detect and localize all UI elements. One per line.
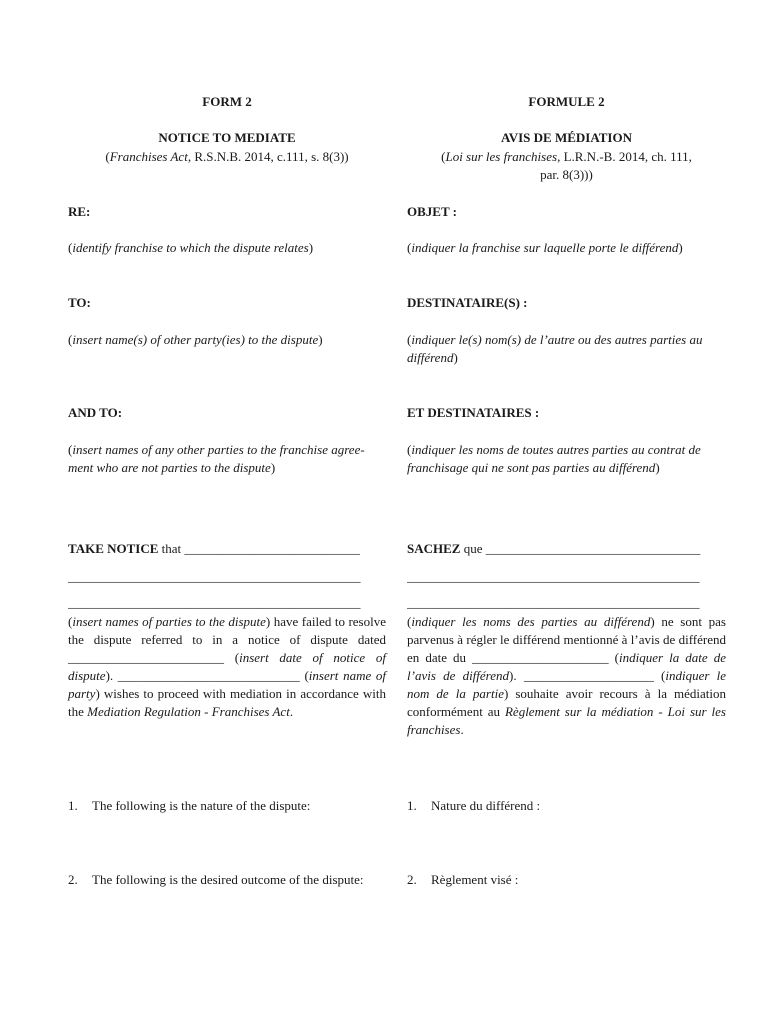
- item-1-text-fr: Nature du différend :: [431, 798, 541, 813]
- re-label-fr: OBJET :: [407, 204, 457, 219]
- regulation-fr: Règlement sur la médiation - Loi sur les franchises: [407, 704, 726, 737]
- para-text-3-en: ) wishes to proceed with mediation in accordance with the: [68, 686, 386, 719]
- and-to-label-en: AND TO:: [68, 405, 123, 420]
- item-2-text-fr: Règlement visé :: [431, 872, 519, 887]
- item-2-text-en: The following is the desired outcome of the dispute:: [92, 872, 364, 887]
- to-hint-en: (insert name(s) of other party(ies) to the dispute): [68, 332, 323, 347]
- to-hint-text-en: insert name(s) of other party(ies) to the dispute: [72, 332, 319, 347]
- citation-act-fr: Loi sur les franchises: [445, 149, 558, 164]
- citation-rest-fr: , L.R.N.-B. 2014, ch. 111,: [557, 149, 692, 164]
- hint-parties-en: insert names of parties to the dispute: [72, 614, 266, 629]
- item-1-en: [68, 797, 386, 815]
- and-to-hint-line1-en: insert names of any other parties to the franchise agree-: [72, 442, 365, 457]
- form-label-fr: FORMULE 2: [528, 94, 605, 109]
- para-text-3-fr: ) souhaite avoir recours à la médiation conformément au: [407, 686, 726, 719]
- notice-paragraph-en: (insert names of parties to the dispute) have failed to resolve the dispute referred to in a notice of dispute dated ________________________ (insert date of notice of dispute). ____________________________ (insert name of party) wishes to proceed with mediation in accordance with the Mediation Regulation - Franchises Act.: [68, 614, 386, 719]
- take-notice-label-fr: SACHEZ: [407, 541, 461, 556]
- hint-date-fr: indiquer la date de l’avis de différend: [407, 650, 726, 683]
- hint-party-fr: indiquer le nom de la partie: [407, 668, 727, 701]
- and-to-hint-line2-fr: franchisage qui ne sont pas parties au différend: [407, 460, 656, 475]
- regulation-en: Mediation Regulation - Franchises Act: [87, 704, 290, 719]
- item-2-number-fr: 2.: [407, 872, 417, 887]
- citation-fr: (Loi sur les franchises, L.R.N.-B. 2014, ch. 111, par. 8(3))): [441, 149, 692, 182]
- blank-line-1-en: _____________________________________________: [68, 569, 361, 584]
- para-text-1-en: ) have failed to resolve the dispute referred to in a notice of dispute dated ________________________ (: [68, 614, 386, 665]
- and-to-hint-line1-fr: indiquer les noms de toutes autres parties au contrat de: [411, 442, 701, 457]
- hint-date-en: insert date of notice of dispute: [68, 650, 386, 683]
- blank-line-2-fr: _____________________________________________: [407, 595, 700, 610]
- blank-line-2-en: _____________________________________________: [68, 595, 361, 610]
- para-text-2-en: ). ____________________________ (: [105, 668, 309, 683]
- re-hint-en: (identify franchise to which the dispute relates): [68, 240, 314, 255]
- hint-party-en: insert name of party: [68, 668, 386, 701]
- citation-act-en: Franchises Act: [109, 149, 188, 164]
- and-to-label-fr: ET DESTINATAIRES :: [407, 405, 540, 420]
- citation-rest-en: , R.S.N.B. 2014, c.111, s. 8(3)): [187, 149, 349, 164]
- take-notice-blank-fr: que _________________________________: [460, 541, 701, 556]
- take-notice-blank-en: that ___________________________: [158, 541, 360, 556]
- take-notice-en: [68, 540, 386, 558]
- to-hint-fr: (indiquer le(s) nom(s) de l’autre ou des autres parties au différend): [407, 332, 703, 365]
- item-1-number-fr: 1.: [407, 798, 417, 813]
- item-2-fr: [407, 871, 726, 889]
- citation-en: (Franchises Act, R.S.N.B. 2014, c.111, s. 8(3)): [105, 149, 349, 164]
- and-to-hint-line2-en: ment who are not parties to the dispute: [68, 460, 271, 475]
- re-hint-text-fr: indiquer la franchise sur laquelle porte le différend: [411, 240, 679, 255]
- hint-parties-fr: indiquer les noms des parties au différend: [411, 614, 651, 629]
- to-hint-line1-fr: indiquer le(s) nom(s) de l’autre ou des autres parties au: [411, 332, 703, 347]
- item-1-text-en: The following is the nature of the dispute:: [92, 798, 311, 813]
- to-hint-line2-fr: différend: [407, 350, 454, 365]
- to-label-fr: DESTINATAIRE(S) :: [407, 295, 528, 310]
- item-2-en: [68, 871, 386, 889]
- title-fr: AVIS DE MÉDIATION: [501, 130, 632, 145]
- title-en: NOTICE TO MEDIATE: [158, 130, 296, 145]
- blank-line-1-fr: _____________________________________________: [407, 569, 700, 584]
- notice-paragraph-fr: (indiquer les noms des parties au différend) ne sont pas parvenus à régler le différend mentionné à l’avis de différend en date du _____________________ (indiquer la date de l’avis de différend). ____________________ (indiquer le nom de la partie) souhaite avoir recours à la médiation conformément au Règlement sur la médiation - Loi sur les franchises.: [407, 614, 727, 737]
- para-text-4-en: .: [289, 704, 294, 719]
- take-notice-label-en: TAKE NOTICE: [68, 541, 159, 556]
- para-text-1-fr: ) ne sont pas parvenus à régler le différend mentionné à l’avis de différend en date du _____________________ (: [407, 614, 726, 665]
- and-to-hint-en: (insert names of any other parties to the franchise agree- ment who are not parties to the dispute): [68, 442, 365, 475]
- item-1-fr: [407, 797, 726, 815]
- re-label-en: RE:: [68, 204, 91, 219]
- to-label-en: TO:: [68, 295, 91, 310]
- para-text-2-fr: ). ____________________ (: [509, 668, 666, 683]
- form-label-en: FORM 2: [202, 94, 252, 109]
- take-notice-fr: [407, 540, 726, 558]
- item-2-number-en: 2.: [68, 872, 78, 887]
- para-text-4-fr: .: [460, 722, 464, 737]
- re-hint-text-en: identify franchise to which the dispute relates: [72, 240, 309, 255]
- and-to-hint-fr: (indiquer les noms de toutes autres parties au contrat de franchisage qui ne sont pas parties au différend): [407, 442, 701, 475]
- citation-line2-fr: par. 8(3)): [540, 167, 589, 182]
- re-hint-fr: (indiquer la franchise sur laquelle porte le différend): [407, 240, 683, 255]
- item-1-number-en: 1.: [68, 798, 78, 813]
